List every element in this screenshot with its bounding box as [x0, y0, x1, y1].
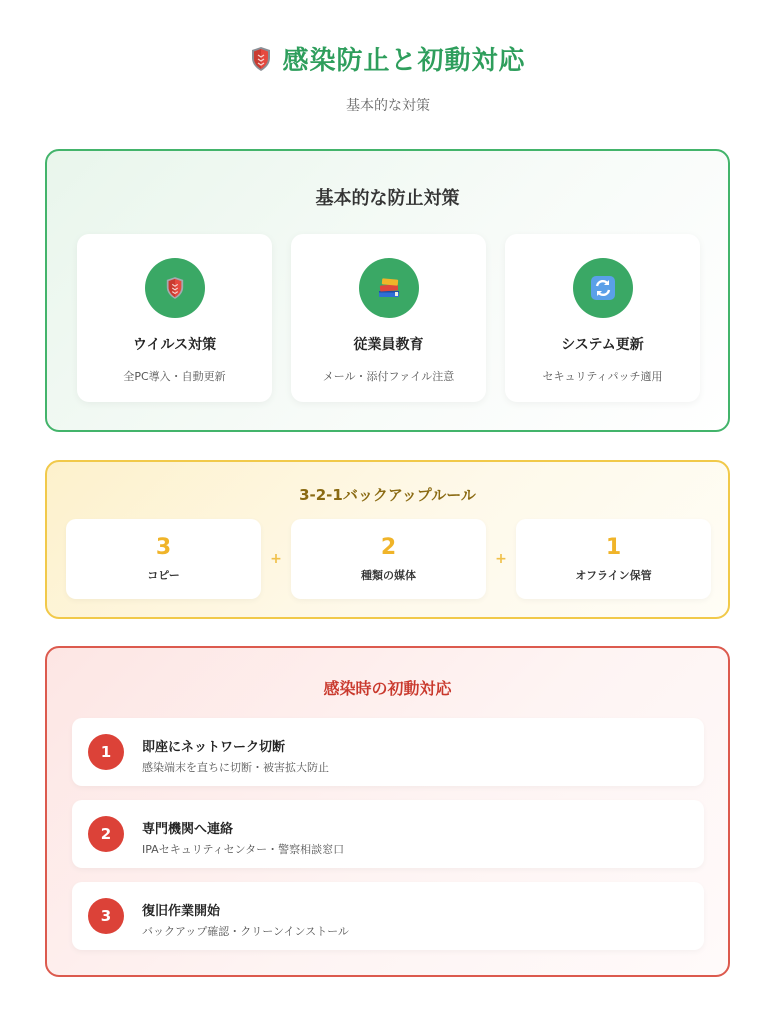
- backup-section: [45, 460, 730, 619]
- response-step: [72, 882, 704, 950]
- response-step: [72, 800, 704, 868]
- backup-label: オフライン保管: [575, 569, 652, 582]
- backup-item-offline: [516, 519, 711, 599]
- page-subtitle: 基本的な対策: [346, 98, 430, 114]
- books-icon: [359, 258, 419, 318]
- step-subtitle: 感染端末を直ちに切断・被害拡大防止: [142, 761, 329, 774]
- step-number: 3: [88, 898, 124, 934]
- prevention-card-education: [291, 234, 486, 402]
- backup-number: 3: [155, 535, 172, 560]
- response-steps: [72, 718, 704, 964]
- backup-items: [66, 519, 711, 599]
- shield-icon: [145, 258, 205, 318]
- card-title: ウイルス対策: [132, 337, 217, 353]
- prevention-card-update: [505, 234, 700, 402]
- page-title: 感染防止と初動対応: [282, 46, 526, 76]
- backup-number: 1: [605, 535, 622, 560]
- card-subtitle: 全PC導入・自動更新: [123, 370, 226, 383]
- step-number: 2: [88, 816, 124, 852]
- backup-number: 2: [380, 535, 397, 560]
- step-number: 1: [88, 734, 124, 770]
- prevention-title: 基本的な防止対策: [315, 188, 460, 209]
- title-row: [0, 40, 776, 77]
- backup-label: 種類の媒体: [361, 569, 416, 582]
- response-title: 感染時の初動対応: [323, 679, 452, 698]
- card-subtitle: セキュリティパッチ適用: [542, 370, 663, 383]
- response-section: [45, 646, 730, 977]
- backup-label: コピー: [147, 569, 180, 582]
- page-header: [0, 40, 776, 115]
- plus-separator: +: [270, 551, 282, 567]
- backup-title: 3-2-1バックアップルール: [299, 486, 476, 504]
- card-title: 従業員教育: [353, 337, 424, 353]
- step-title: 復旧作業開始: [142, 904, 221, 919]
- step-subtitle: バックアップ確認・クリーンインストール: [142, 925, 349, 938]
- plus-separator: +: [495, 551, 507, 567]
- step-title: 専門機関へ連絡: [142, 822, 234, 837]
- shield-icon: [250, 46, 272, 72]
- response-step: [72, 718, 704, 786]
- backup-item-media: [291, 519, 486, 599]
- step-title: 即座にネットワーク切断: [142, 740, 286, 755]
- prevention-card-antivirus: [77, 234, 272, 402]
- step-subtitle: IPAセキュリティセンター・警察相談窓口: [142, 843, 345, 856]
- prevention-cards: [77, 234, 700, 402]
- refresh-icon: [573, 258, 633, 318]
- card-title: システム更新: [561, 337, 644, 353]
- prevention-section: [45, 149, 730, 432]
- backup-item-copies: [66, 519, 261, 599]
- card-subtitle: メール・添付ファイル注意: [322, 370, 455, 383]
